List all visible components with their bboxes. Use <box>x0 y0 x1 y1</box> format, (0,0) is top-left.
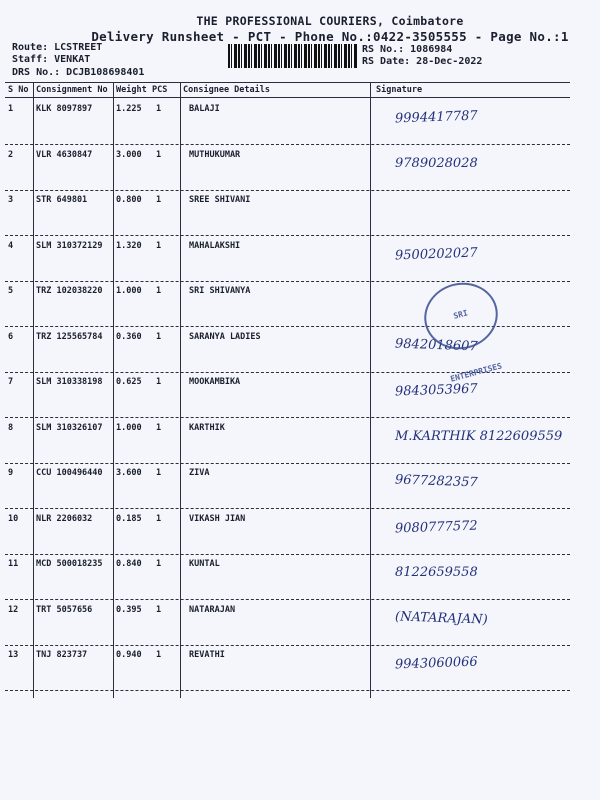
signature-text: 8122659558 <box>395 565 478 580</box>
rs-number: RS No.: 1086984 <box>362 44 453 55</box>
cell-sno: 6 <box>8 331 14 342</box>
row-separator <box>5 463 570 464</box>
cell-consignee: MOOKAMBIKA <box>189 377 241 387</box>
cell-sno: 9 <box>8 468 14 478</box>
col-header-signature: Signature <box>376 85 423 95</box>
cell-weight: 1.000 <box>116 286 142 296</box>
cell-weight: 3.600 <box>116 468 142 478</box>
row-separator <box>5 190 570 191</box>
cell-sno: 2 <box>8 149 14 160</box>
col-header-consignee: Consignee Details <box>183 85 270 95</box>
signature-text: M.KARTHIK 8122609559 <box>395 428 563 444</box>
cell-pcs: 1 <box>156 559 162 569</box>
signature-text: 9843053967 <box>394 381 478 400</box>
cell-pcs: 1 <box>156 240 162 251</box>
cell-consignment: STR 649801 <box>36 195 88 205</box>
col-divider <box>370 82 371 698</box>
cell-consignment: TRZ 102038220 <box>36 286 103 296</box>
cell-sno: 1 <box>8 104 14 114</box>
cell-consignee: NATARAJAN <box>189 604 236 615</box>
company-title: THE PROFESSIONAL COURIERS, Coimbatore <box>196 14 464 28</box>
cell-pcs: 1 <box>156 104 162 114</box>
cell-consignee: REVATHI <box>189 650 225 660</box>
col-divider <box>113 82 114 698</box>
cell-consignment: VLR 4630847 <box>36 149 93 160</box>
cell-sno: 11 <box>8 559 19 569</box>
cell-pcs: 1 <box>156 149 162 160</box>
cell-pcs: 1 <box>156 377 162 387</box>
table-top-rule <box>5 82 570 83</box>
drs-number: DRS No.: DCJB108698401 <box>12 67 145 78</box>
col-header-consignment: Consignment No <box>36 85 108 95</box>
col-header-weight: Weight <box>116 85 147 95</box>
cell-weight: 0.625 <box>116 377 142 387</box>
barcode <box>228 44 358 68</box>
route-label: Route: LCSTREET <box>12 42 103 53</box>
cell-sno: 8 <box>8 422 14 433</box>
cell-weight: 1.000 <box>116 422 142 433</box>
cell-consignee: MUTHUKUMAR <box>189 149 241 160</box>
cell-weight: 0.360 <box>116 331 142 342</box>
staff-label: Staff: VENKAT <box>12 54 91 65</box>
cell-sno: 7 <box>8 377 14 387</box>
row-separator <box>5 599 570 600</box>
cell-sno: 12 <box>8 604 19 615</box>
cell-pcs: 1 <box>156 331 162 342</box>
cell-consignee: BALAJI <box>189 104 220 114</box>
cell-pcs: 1 <box>156 468 162 478</box>
row-separator <box>5 554 570 555</box>
cell-consignment: CCU 100496440 <box>36 468 103 478</box>
cell-consignee: SREE SHIVANI <box>189 195 251 205</box>
cell-pcs: 1 <box>156 650 162 660</box>
company-stamp: SRI ENTERPRISES <box>417 275 506 358</box>
signature-text: 9677282357 <box>394 472 478 491</box>
cell-pcs: 1 <box>156 604 162 615</box>
col-divider <box>33 82 34 698</box>
cell-pcs: 1 <box>156 422 162 433</box>
cell-consignment: SLM 310372129 <box>36 240 103 251</box>
cell-consignee: KARTHIK <box>189 422 225 433</box>
cell-consignment: NLR 2206032 <box>36 513 93 524</box>
col-divider <box>180 82 181 698</box>
signature-text: 9500202027 <box>394 245 478 263</box>
cell-consignee: SRI SHIVANYA <box>189 286 251 296</box>
cell-sno: 13 <box>8 650 19 660</box>
cell-weight: 0.940 <box>116 650 142 660</box>
signature-text: (NATARAJAN) <box>394 608 488 628</box>
signature-text: 9080777572 <box>394 518 478 536</box>
cell-weight: 0.840 <box>116 559 142 569</box>
cell-pcs: 1 <box>156 513 162 524</box>
cell-weight: 0.395 <box>116 604 142 615</box>
cell-weight: 1.225 <box>116 104 142 114</box>
rs-date: RS Date: 28-Dec-2022 <box>362 56 483 67</box>
signature-text: 9994417787 <box>394 108 478 127</box>
cell-consignee: VIKASH JIAN <box>189 513 246 524</box>
cell-sno: 4 <box>8 240 14 251</box>
header-rule <box>5 97 570 98</box>
row-separator <box>5 281 570 282</box>
cell-consignee: MAHALAKSHI <box>189 240 241 251</box>
cell-sno: 5 <box>8 286 14 296</box>
cell-pcs: 1 <box>156 195 162 205</box>
cell-sno: 3 <box>8 195 14 205</box>
cell-consignment: MCD 500018235 <box>36 559 103 569</box>
row-separator <box>5 645 570 646</box>
signature-text: 9842018607 <box>394 336 478 354</box>
cell-consignee: SARANYA LADIES <box>189 331 261 342</box>
cell-sno: 10 <box>8 513 19 524</box>
cell-consignment: SLM 310326107 <box>36 422 103 433</box>
cell-weight: 3.000 <box>116 149 142 160</box>
signature-text: 9789028028 <box>395 155 478 171</box>
signature-text: 9943060066 <box>394 654 478 673</box>
row-separator <box>5 690 570 691</box>
row-separator <box>5 235 570 236</box>
col-header-pcs: PCS <box>152 85 168 95</box>
cell-weight: 0.800 <box>116 195 142 205</box>
row-separator <box>5 417 570 418</box>
cell-consignee: KUNTAL <box>189 559 220 569</box>
cell-consignment: TRZ 125565784 <box>36 331 103 342</box>
cell-consignment: KLK 8097897 <box>36 104 93 114</box>
cell-consignment: TNJ 823737 <box>36 650 88 660</box>
cell-consignment: TRT 5057656 <box>36 604 93 615</box>
cell-pcs: 1 <box>156 286 162 296</box>
row-separator <box>5 144 570 145</box>
cell-weight: 1.320 <box>116 240 142 251</box>
col-header-sno: S No <box>8 85 29 95</box>
cell-consignment: SLM 310338198 <box>36 377 103 387</box>
runsheet-title: Delivery Runsheet - PCT - Phone No.:0422-3505555 - Page No.:1 <box>91 29 569 44</box>
cell-consignee: ZIVA <box>189 468 210 478</box>
row-separator <box>5 508 570 509</box>
cell-weight: 0.185 <box>116 513 142 524</box>
